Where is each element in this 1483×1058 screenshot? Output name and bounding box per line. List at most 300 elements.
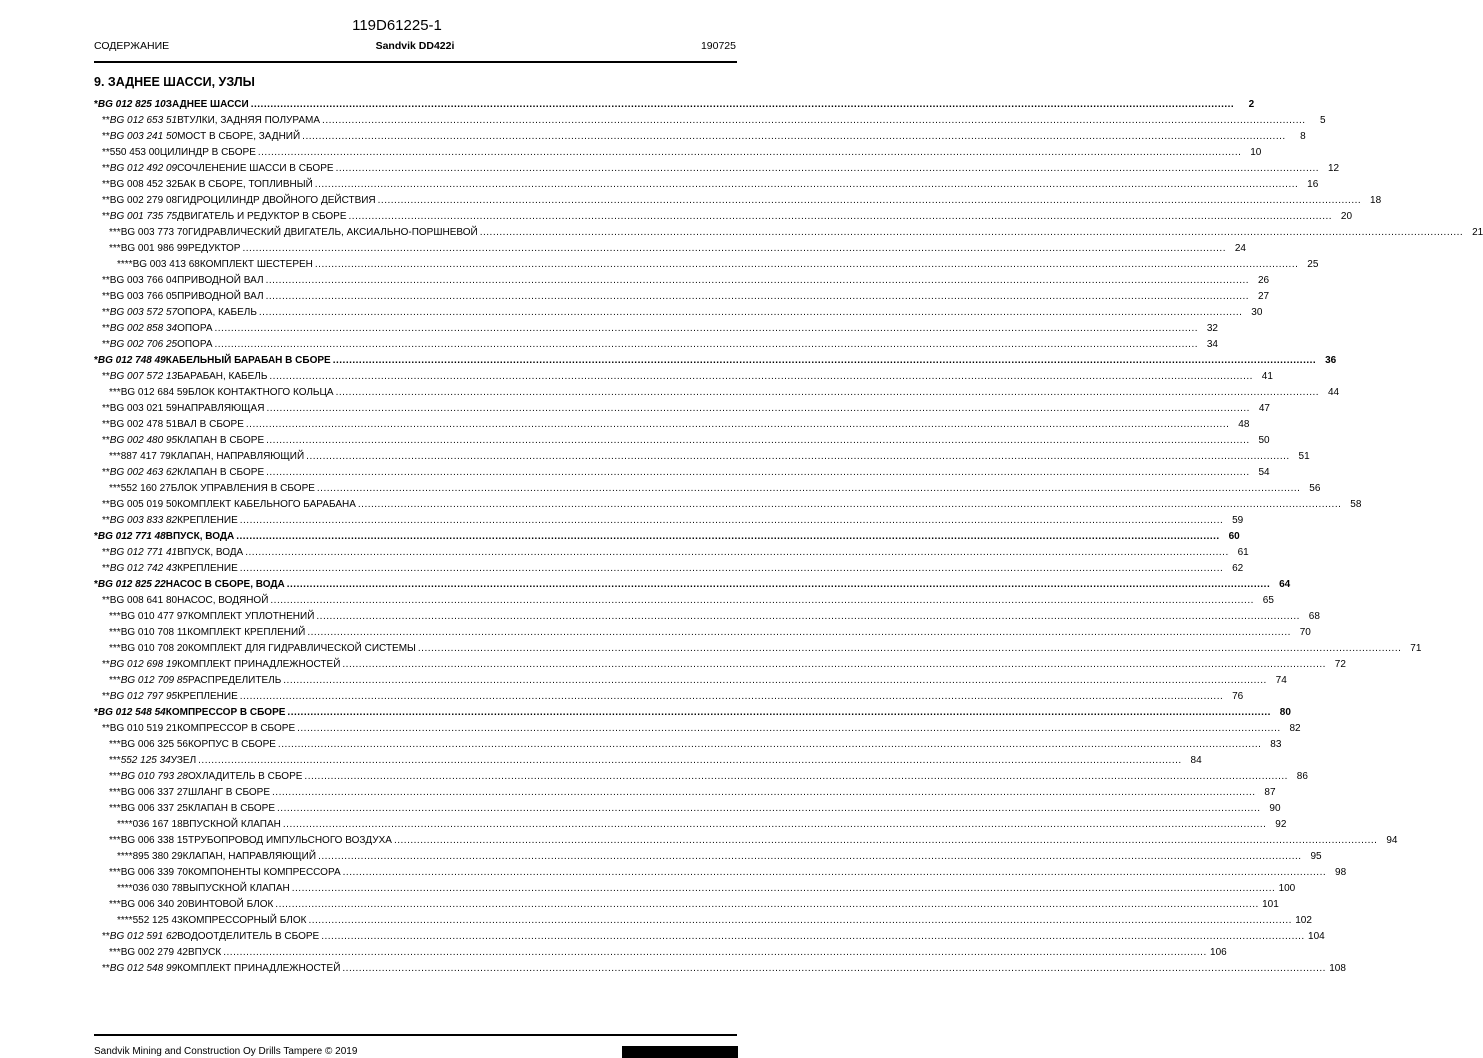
toc-entry-code: BG 007 572 13 — [109, 371, 178, 382]
toc-leader-dots: ............................................................................................................................................................................................................................................................................................................ — [417, 643, 1402, 654]
toc-entry-title: ЗАДНЕЕ ШАССИ — [165, 99, 249, 110]
toc-entry[interactable] — [94, 738, 1282, 754]
toc-entry[interactable] — [94, 754, 1202, 770]
toc-entry-code: BG 012 748 49 — [97, 355, 166, 366]
toc-entry[interactable] — [94, 402, 1270, 418]
toc-entry-code: BG 006 337 27 — [120, 787, 188, 798]
toc-entry-code: BG 008 641 80 — [109, 595, 178, 606]
toc-entry-level: * — [94, 355, 98, 366]
toc-leader-dots: ............................................................................................................................................................................................................................................................................................................ — [479, 227, 1464, 238]
toc-entry-level: ** — [102, 339, 110, 350]
toc-leader-dots: ............................................................................................................................................................................................................................................................................................................ — [357, 499, 1342, 510]
toc-entry-level: ** — [102, 307, 110, 318]
toc-entry-page: 44 — [1327, 387, 1340, 398]
toc-entry-title: ОХЛАДИТЕЛЬ В СБОРЕ — [187, 771, 303, 782]
toc-entry[interactable] — [94, 482, 1321, 498]
table-of-contents — [94, 98, 1483, 978]
toc-entry[interactable] — [94, 706, 1291, 722]
toc-entry-page: 59 — [1232, 515, 1244, 526]
toc-entry-page: 48 — [1238, 419, 1250, 430]
toc-entry-level: ** — [102, 547, 110, 558]
toc-entry-title: КЛАПАН В СБОРЕ — [177, 435, 265, 446]
toc-entry-page: 21 — [1472, 227, 1483, 238]
toc-entry-level: ** — [102, 499, 110, 510]
toc-entry-level: *** — [109, 611, 121, 622]
toc-entry[interactable] — [94, 370, 1273, 386]
toc-entry-code: 552 125 34 — [120, 755, 171, 766]
toc-entry[interactable] — [94, 962, 1346, 978]
toc-entry[interactable] — [94, 146, 1262, 162]
toc-entry-code: BG 012 492 09 — [109, 163, 178, 174]
toc-entry-page: 16 — [1307, 179, 1319, 190]
toc-entry[interactable] — [94, 386, 1340, 402]
toc-entry-level: *** — [109, 867, 121, 878]
toc-entry-level: *** — [109, 675, 121, 686]
toc-entry-code: BG 012 771 41 — [109, 547, 178, 558]
toc-leader-dots: ............................................................................................................................................................................................................................................................................................................ — [286, 579, 1271, 590]
toc-entry-code: BG 003 766 04 — [109, 275, 178, 286]
footer-rule — [94, 1034, 737, 1036]
toc-entry-title: КЛАПАН, НАПРАВЛЯЮЩИЙ — [170, 451, 305, 462]
toc-leader-dots: ............................................................................................................................................................................................................................................................................................................ — [342, 963, 1326, 974]
toc-entry-page: 41 — [1261, 371, 1273, 382]
toc-entry-page: 98 — [1335, 867, 1347, 878]
toc-leader-dots: ............................................................................................................................................................................................................................................................................................................ — [239, 691, 1224, 702]
toc-entry-page: 30 — [1251, 307, 1263, 318]
toc-leader-dots: ............................................................................................................................................................................................................................................................................................................ — [291, 883, 1276, 894]
toc-entry-page: 102 — [1295, 915, 1312, 926]
toc-entry-level: *** — [109, 627, 121, 638]
toc-entry-level: **** — [117, 259, 133, 270]
toc-entry-page: 87 — [1264, 787, 1276, 798]
toc-entry-title: КОМПЛЕКТ ДЛЯ ГИДРАВЛИЧЕСКОЙ СИСТЕМЫ — [187, 643, 416, 654]
toc-entry-level: *** — [109, 227, 121, 238]
toc-entry[interactable] — [94, 914, 1312, 930]
toc-entry-code: BG 010 708 20 — [120, 643, 188, 654]
toc-entry[interactable] — [94, 498, 1362, 514]
toc-entry-title: РЕДУКТОР — [187, 243, 241, 254]
toc-entry[interactable] — [94, 610, 1320, 626]
toc-entry-page: 5 — [1319, 115, 1326, 126]
toc-entry-code: BG 002 279 08 — [109, 195, 178, 206]
toc-entry-title: ВПУСК — [187, 947, 222, 958]
toc-entry-page: 100 — [1278, 883, 1296, 894]
toc-entry[interactable] — [94, 210, 1353, 226]
toc-leader-dots: ............................................................................................................................................................................................................................................................................................................ — [316, 611, 1300, 622]
toc-entry-level: *** — [109, 947, 121, 958]
toc-leader-dots: ............................................................................................................................................................................................................................................................................................................ — [266, 435, 1250, 446]
toc-entry[interactable] — [94, 338, 1218, 354]
toc-entry-code: BG 012 698 19 — [109, 659, 178, 670]
toc-entry-page: 76 — [1232, 691, 1244, 702]
toc-entry-title: ЦИЛИНДР В СБОРЕ — [159, 147, 256, 158]
toc-entry-title: КАБЕЛЬНЫЙ БАРАБАН В СБОРЕ — [165, 355, 331, 366]
toc-entry-page: 72 — [1334, 659, 1346, 670]
toc-entry-page: 32 — [1206, 323, 1218, 334]
toc-entry-page: 61 — [1237, 547, 1249, 558]
toc-entry-page: 82 — [1289, 723, 1301, 734]
toc-entry-code: BG 003 766 05 — [109, 291, 178, 302]
toc-entry-title: КОМПРЕССОР В СБОРЕ — [177, 723, 296, 734]
document-number: 119D61225-1 — [352, 17, 442, 34]
toc-entry-title: КРЕПЛЕНИЕ — [177, 515, 238, 526]
toc-entry-page: 86 — [1296, 771, 1308, 782]
toc-entry[interactable] — [94, 466, 1270, 482]
toc-entry-title: КОМПЛЕКТ УПЛОТНЕНИЙ — [187, 611, 315, 622]
toc-entry[interactable] — [94, 258, 1319, 274]
toc-entry-code: 552 125 43 — [132, 915, 183, 926]
toc-leader-dots: ............................................................................................................................................................................................................................................................................................................ — [265, 291, 1250, 302]
toc-entry-page: 83 — [1270, 739, 1282, 750]
toc-entry-title: КОМПРЕССОРНЫЙ БЛОК — [182, 915, 307, 926]
toc-entry[interactable] — [94, 930, 1325, 946]
toc-leader-dots: ............................................................................................................................................................................................................................................................................................................ — [314, 179, 1299, 190]
toc-entry-title: КЛАПАН В СБОРЕ — [187, 803, 276, 814]
toc-entry-code: BG 012 548 99 — [109, 963, 178, 974]
toc-leader-dots: ............................................................................................................................................................................................................................................................................................................ — [307, 627, 1291, 638]
toc-entry-code: BG 002 480 95 — [109, 435, 178, 446]
toc-entry-level: **** — [117, 883, 133, 894]
toc-entry-level: ** — [102, 691, 110, 702]
toc-entry-code: BG 002 858 34 — [109, 323, 178, 334]
toc-entry-code: BG 012 684 59 — [120, 387, 188, 398]
toc-leader-dots: ............................................................................................................................................................................................................................................................................................................ — [335, 163, 1320, 174]
toc-entry[interactable] — [94, 194, 1382, 210]
toc-entry-code: 895 380 29 — [132, 851, 183, 862]
toc-entry-title: СОЧЛЕНЕНИЕ ШАССИ В СБОРЕ — [177, 163, 334, 174]
toc-leader-dots: ............................................................................................................................................................................................................................................................................................................ — [250, 99, 1235, 110]
toc-entry-page: 50 — [1258, 435, 1270, 446]
toc-entry[interactable] — [94, 306, 1263, 322]
toc-entry-title: ТРУБОПРОВОД ИМПУЛЬСНОГО ВОЗДУХА — [187, 835, 392, 846]
toc-entry[interactable] — [94, 434, 1270, 450]
toc-entry-level: *** — [109, 387, 121, 398]
toc-entry-title: БЛОК УПРАВЛЕНИЯ В СБОРЕ — [170, 483, 315, 494]
toc-entry[interactable] — [94, 546, 1249, 562]
toc-entry-page: 74 — [1275, 675, 1287, 686]
toc-entry-level: *** — [109, 755, 121, 766]
toc-entry[interactable] — [94, 162, 1340, 178]
toc-entry-code: BG 010 519 21 — [109, 723, 178, 734]
toc-entry-page: 54 — [1258, 467, 1270, 478]
toc-entry-level: *** — [109, 739, 121, 750]
toc-entry-code: BG 003 413 68 — [132, 259, 200, 270]
toc-entry-title: МОСТ В СБОРЕ, ЗАДНИЙ — [177, 131, 301, 142]
header-contents-label: СОДЕРЖАНИЕ — [94, 40, 170, 52]
toc-entry-level: *** — [109, 787, 121, 798]
toc-leader-dots: ............................................................................................................................................................................................................................................................................................................ — [236, 531, 1220, 542]
sandvik-logo — [622, 1046, 738, 1058]
toc-leader-dots: ............................................................................................................................................................................................................................................................................................................ — [270, 595, 1254, 606]
toc-leader-dots: ............................................................................................................................................................................................................................................................................................................ — [269, 371, 1253, 382]
toc-entry-title: ОПОРА — [177, 339, 213, 350]
toc-leader-dots: ............................................................................................................................................................................................................................................................................................................ — [242, 243, 1226, 254]
toc-entry-title: ВАЛ В СБОРЕ — [177, 419, 244, 430]
toc-entry-level: *** — [109, 835, 121, 846]
toc-entry-level: ** — [102, 163, 110, 174]
toc-entry-title: КОМПЛЕКТ ПРИНАДЛЕЖНОСТЕЙ — [177, 659, 341, 670]
toc-entry-level: ** — [102, 147, 110, 158]
toc-entry-code: BG 006 337 25 — [120, 803, 188, 814]
toc-entry-code: BG 003 773 70 — [120, 227, 188, 238]
toc-entry-title: БАРАБАН, КАБЕЛЬ — [177, 371, 268, 382]
toc-entry-level: ** — [102, 563, 110, 574]
toc-entry[interactable] — [94, 802, 1281, 818]
toc-leader-dots: ............................................................................................................................................................................................................................................................................................................ — [275, 899, 1259, 910]
toc-leader-dots: ............................................................................................................................................................................................................................................................................................................ — [257, 147, 1242, 158]
toc-entry-level: ** — [102, 115, 110, 126]
toc-entry[interactable] — [94, 114, 1326, 130]
toc-leader-dots: ............................................................................................................................................................................................................................................................................................................ — [245, 419, 1230, 430]
toc-entry[interactable] — [94, 882, 1296, 898]
toc-entry-page: 26 — [1257, 275, 1270, 286]
toc-entry-code: BG 002 706 25 — [109, 339, 178, 350]
toc-leader-dots: ............................................................................................................................................................................................................................................................................................................ — [321, 931, 1305, 942]
toc-entry-level: ** — [102, 211, 110, 222]
section-title: 9. ЗАДНЕЕ ШАССИ, УЗЛЫ — [94, 75, 255, 89]
toc-entry[interactable] — [94, 834, 1398, 850]
toc-entry-code: BG 010 477 97 — [120, 611, 188, 622]
toc-entry-page: 12 — [1327, 163, 1340, 174]
toc-entry[interactable] — [94, 626, 1311, 642]
toc-entry-title: КОМПЛЕКТ ПРИНАДЛЕЖНОСТЕЙ — [177, 963, 341, 974]
toc-leader-dots: ............................................................................................................................................................................................................................................................................................................ — [308, 915, 1292, 926]
toc-leader-dots: ............................................................................................................................................................................................................................................................................................................ — [245, 547, 1229, 558]
toc-entry-page: 60 — [1228, 531, 1240, 542]
toc-entry[interactable] — [94, 850, 1322, 866]
toc-entry-title: ВЫПУСКНОЙ КЛАПАН — [182, 883, 290, 894]
toc-entry-code: 036 030 78 — [132, 883, 183, 894]
toc-entry-page: 94 — [1386, 835, 1398, 846]
page-header — [94, 40, 736, 54]
toc-entry[interactable] — [94, 354, 1337, 370]
toc-entry-level: *** — [109, 803, 121, 814]
toc-entry-title: ПРИВОДНОЙ ВАЛ — [177, 291, 264, 302]
toc-entry-page: 108 — [1329, 963, 1346, 974]
toc-entry[interactable] — [94, 562, 1244, 578]
toc-entry-code: BG 006 325 56 — [120, 739, 188, 750]
toc-entry-code: BG 002 463 62 — [109, 467, 178, 478]
toc-entry-title: РАСПРЕДЕЛИТЕЛЬ — [187, 675, 282, 686]
toc-entry-page: 71 — [1410, 643, 1422, 654]
toc-entry-code: BG 012 653 51 — [109, 115, 178, 126]
toc-entry[interactable] — [94, 98, 1255, 114]
toc-entry-page: 64 — [1279, 579, 1291, 590]
toc-leader-dots: ............................................................................................................................................................................................................................................................................................................ — [302, 131, 1286, 142]
toc-leader-dots: ............................................................................................................................................................................................................................................................................................................ — [287, 707, 1271, 718]
toc-entry-code: BG 003 833 82 — [109, 515, 178, 526]
toc-entry-code: BG 012 742 43 — [109, 563, 178, 574]
toc-entry-code: BG 002 279 42 — [120, 947, 188, 958]
toc-entry-code: 550 453 00 — [109, 147, 160, 158]
toc-entry-code: BG 012 709 85 — [120, 675, 188, 686]
toc-entry[interactable] — [94, 578, 1291, 594]
toc-entry-level: *** — [109, 771, 121, 782]
toc-leader-dots: ............................................................................................................................................................................................................................................................................................................ — [239, 563, 1224, 574]
toc-entry-page: 62 — [1232, 563, 1244, 574]
toc-entry-level: ** — [102, 515, 110, 526]
toc-entry-code: 887 417 79 — [120, 451, 171, 462]
toc-entry-title: НАПРАВЛЯЮЩАЯ — [177, 403, 265, 414]
toc-entry-page: 20 — [1340, 211, 1353, 222]
toc-entry-title: ШЛАНГ В СБОРЕ — [187, 787, 271, 798]
toc-entry-page: 51 — [1298, 451, 1310, 462]
toc-entry-code: BG 010 793 28 — [120, 771, 188, 782]
toc-entry-title: КРЕПЛЕНИЕ — [177, 563, 238, 574]
toc-entry-code: BG 012 591 62 — [109, 931, 178, 942]
header-product-name: Sandvik DD422i — [375, 40, 455, 52]
toc-entry-code: BG 005 019 50 — [109, 499, 178, 510]
toc-entry-code: BG 001 986 99 — [120, 243, 188, 254]
toc-entry-code: 036 167 18 — [132, 819, 183, 830]
toc-leader-dots: ............................................................................................................................................................................................................................................................................................................ — [304, 771, 1288, 782]
toc-entry-page: 70 — [1299, 627, 1311, 638]
toc-entry-level: ** — [102, 931, 110, 942]
toc-entry-level: ** — [102, 595, 110, 606]
toc-leader-dots: ............................................................................................................................................................................................................................................................................................................ — [214, 339, 1198, 350]
toc-entry-code: 552 160 27 — [120, 483, 171, 494]
toc-leader-dots: ............................................................................................................................................................................................................................................................................................................ — [223, 947, 1207, 958]
toc-entry-title: ВПУСК, ВОДА — [177, 547, 244, 558]
toc-entry-page: 65 — [1262, 595, 1274, 606]
toc-entry-code: BG 003 572 57 — [109, 307, 178, 318]
toc-entry-title: ВИНТОВОЙ БЛОК — [187, 899, 274, 910]
toc-leader-dots: ............................................................................................................................................................................................................................................................................................................ — [393, 835, 1378, 846]
toc-entry-page: 2 — [1248, 99, 1255, 110]
toc-entry[interactable] — [94, 178, 1319, 194]
toc-leader-dots: ............................................................................................................................................................................................................................................................................................................ — [306, 451, 1290, 462]
toc-entry-title: ПРИВОДНОЙ ВАЛ — [177, 275, 264, 286]
toc-entry[interactable] — [94, 658, 1346, 674]
footer-copyright: Sandvik Mining and Construction Oy Drills Tampere © 2019 — [94, 1046, 358, 1057]
toc-entry-page: 80 — [1279, 707, 1291, 718]
toc-entry-code: BG 002 478 51 — [109, 419, 178, 430]
toc-entry[interactable] — [94, 274, 1270, 290]
toc-entry[interactable] — [94, 674, 1287, 690]
toc-entry[interactable] — [94, 530, 1240, 546]
toc-entry[interactable] — [94, 690, 1244, 706]
toc-leader-dots: ............................................................................................................................................................................................................................................................................................................ — [332, 355, 1317, 366]
toc-entry-title: ДВИГАТЕЛЬ И РЕДУКТОР В СБОРЕ — [177, 211, 347, 222]
toc-entry-level: **** — [117, 819, 133, 830]
toc-leader-dots: ............................................................................................................................................................................................................................................................................................................ — [318, 851, 1302, 862]
toc-leader-dots: ............................................................................................................................................................................................................................................................................................................ — [377, 195, 1362, 206]
toc-entry-level: ** — [102, 467, 110, 478]
toc-entry-page: 101 — [1262, 899, 1279, 910]
toc-entry-page: 90 — [1269, 803, 1281, 814]
toc-entry-level: *** — [109, 451, 121, 462]
toc-leader-dots: ............................................................................................................................................................................................................................................................................................................ — [314, 259, 1299, 270]
toc-leader-dots: ............................................................................................................................................................................................................................................................................................................ — [277, 739, 1262, 750]
toc-entry-page: 27 — [1257, 291, 1270, 302]
toc-entry-code: BG 003 241 50 — [109, 131, 178, 142]
toc-entry-code: BG 006 340 20 — [120, 899, 188, 910]
toc-entry-title: ГИДРАВЛИЧЕСКИЙ ДВИГАТЕЛЬ, АКСИАЛЬНО-ПОРШНЕВОЙ — [187, 227, 478, 238]
toc-leader-dots: ............................................................................................................................................................................................................................................................................................................ — [283, 675, 1267, 686]
toc-entry-page: 68 — [1308, 611, 1320, 622]
toc-entry-level: ** — [102, 131, 110, 142]
toc-entry-code: BG 010 708 11 — [120, 627, 188, 638]
toc-entry-level: ** — [102, 403, 110, 414]
toc-entry-page: 8 — [1300, 131, 1306, 142]
toc-entry-level: ** — [102, 963, 110, 974]
toc-entry-code: BG 012 825 10 — [97, 99, 166, 110]
toc-entry-title: ГИДРОЦИЛИНДР ДВОЙНОГО ДЕЙСТВИЯ — [177, 195, 376, 206]
toc-entry-level: ** — [102, 323, 110, 334]
toc-entry[interactable] — [94, 594, 1274, 610]
toc-entry-title: КРЕПЛЕНИЕ — [177, 691, 238, 702]
toc-entry-title: КОМПЛЕКТ КРЕПЛЕНИЙ — [187, 627, 306, 638]
toc-entry-page: 58 — [1350, 499, 1362, 510]
toc-entry-code: BG 012 771 48 — [97, 531, 166, 542]
toc-entry[interactable] — [94, 770, 1308, 786]
toc-entry-page: 34 — [1206, 339, 1218, 350]
toc-leader-dots: ............................................................................................................................................................................................................................................................................................................ — [335, 387, 1320, 398]
toc-entry[interactable] — [94, 642, 1422, 658]
toc-entry-title: НАСОС В СБОРЕ, ВОДА — [165, 579, 285, 590]
toc-leader-dots: ............................................................................................................................................................................................................................................................................................................ — [239, 515, 1224, 526]
toc-entry-title: ВПУСКНОЙ КЛАПАН — [182, 819, 281, 830]
toc-leader-dots: ............................................................................................................................................................................................................................................................................................................ — [342, 659, 1326, 670]
toc-entry-title: КЛАПАН В СБОРЕ — [177, 467, 265, 478]
toc-entry[interactable] — [94, 898, 1279, 914]
toc-entry[interactable] — [94, 866, 1347, 882]
toc-entry[interactable] — [94, 242, 1246, 258]
toc-entry-level: ** — [102, 371, 110, 382]
toc-entry-code: BG 003 021 59 — [109, 403, 178, 414]
toc-entry-title: КОРПУС В СБОРЕ — [187, 739, 276, 750]
toc-entry[interactable] — [94, 418, 1250, 434]
toc-entry[interactable] — [94, 290, 1270, 306]
toc-entry-level: ** — [102, 291, 110, 302]
toc-entry-page: 95 — [1310, 851, 1322, 862]
toc-entry-title: КОМПОНЕНТЫ КОМПРЕССОРА — [187, 867, 341, 878]
toc-entry-level: ** — [102, 435, 110, 446]
toc-entry-level: **** — [117, 915, 133, 926]
toc-leader-dots: ............................................................................................................................................................................................................................................................................................................ — [265, 275, 1250, 286]
toc-entry-title: ВТУЛКИ, ЗАДНЯЯ ПОЛУРАМА — [177, 115, 321, 126]
toc-entry[interactable] — [94, 946, 1227, 962]
toc-leader-dots: ............................................................................................................................................................................................................................................................................................................ — [266, 403, 1250, 414]
toc-entry-level: *** — [109, 643, 121, 654]
toc-entry-title: БЛОК КОНТАКТНОГО КОЛЬЦА — [187, 387, 334, 398]
toc-entry[interactable] — [94, 322, 1218, 338]
toc-leader-dots: ............................................................................................................................................................................................................................................................................................................ — [348, 211, 1333, 222]
toc-entry[interactable] — [94, 818, 1287, 834]
toc-leader-dots: ............................................................................................................................................................................................................................................................................................................ — [277, 803, 1261, 814]
toc-entry[interactable] — [94, 226, 1483, 242]
toc-entry[interactable] — [94, 450, 1310, 466]
toc-leader-dots: ............................................................................................................................................................................................................................................................................................................ — [282, 819, 1267, 830]
toc-entry-level: *** — [109, 483, 121, 494]
toc-entry-page: 92 — [1275, 819, 1287, 830]
toc-leader-dots: ............................................................................................................................................................................................................................................................................................................ — [297, 723, 1281, 734]
toc-entry-level: ** — [102, 723, 110, 734]
toc-entry[interactable] — [94, 786, 1276, 802]
toc-entry[interactable] — [94, 514, 1244, 530]
toc-leader-dots: ............................................................................................................................................................................................................................................................................................................ — [272, 787, 1256, 798]
toc-entry-code: BG 012 825 22 — [97, 579, 166, 590]
toc-entry[interactable] — [94, 722, 1301, 738]
toc-entry[interactable] — [94, 130, 1306, 146]
toc-entry-code: BG 012 797 95 — [109, 691, 178, 702]
toc-entry-level: ** — [102, 419, 110, 430]
toc-entry-page: 106 — [1210, 947, 1227, 958]
toc-entry-page: 24 — [1234, 243, 1246, 254]
toc-leader-dots: ............................................................................................................................................................................................................................................................................................................ — [316, 483, 1301, 494]
toc-entry-page: 10 — [1250, 147, 1262, 158]
toc-entry-title: ВПУСК, ВОДА — [165, 531, 235, 542]
